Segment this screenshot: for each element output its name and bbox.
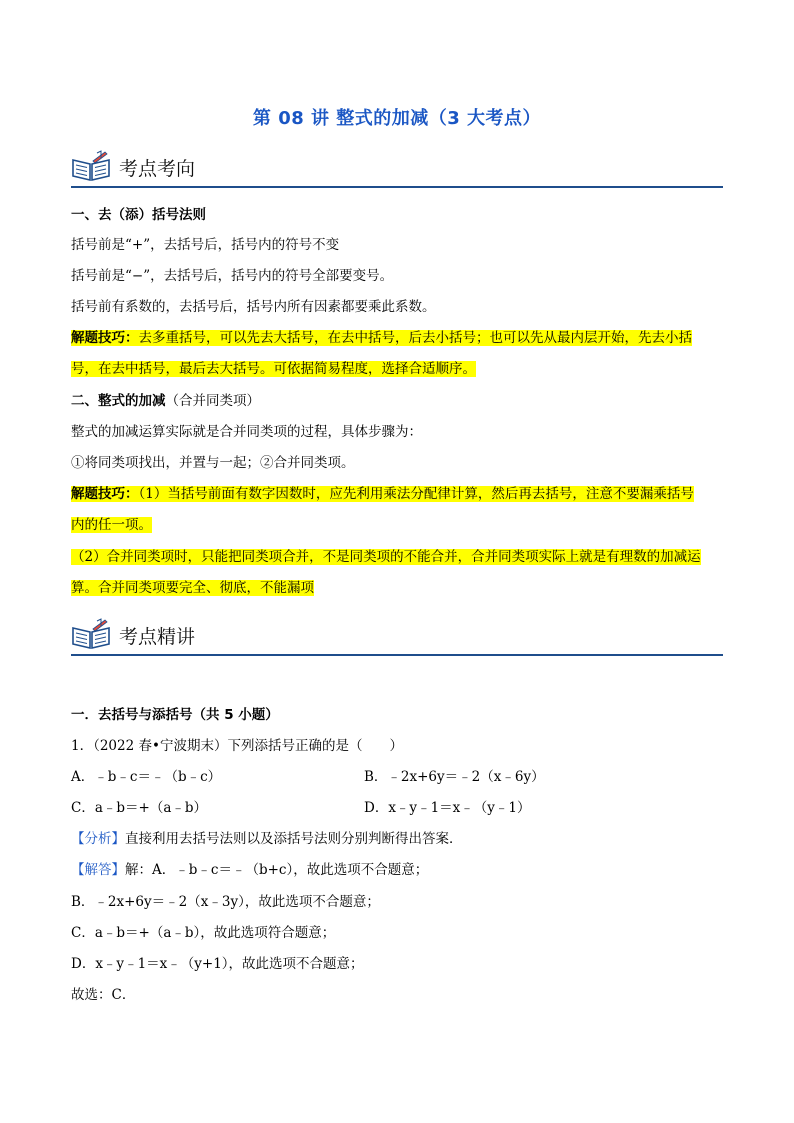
tip-line-4 xyxy=(71,578,727,598)
answer-conclusion: 故选：C． xyxy=(71,987,136,1003)
analysis-line xyxy=(71,829,727,849)
section-title: 考点精讲 xyxy=(119,626,196,648)
tip-text: 内的任一项。 xyxy=(71,517,152,533)
section-divider xyxy=(71,654,723,656)
body-line-1: 整式的加减运算实际就是合并同类项的过程，具体步骤为： xyxy=(71,424,422,440)
answer-tag: 【解答】 xyxy=(71,862,125,878)
heading-bold: 二、整式的加减 xyxy=(71,393,166,409)
heading-polynomial-add-sub xyxy=(71,391,727,411)
tip-text: （2）合并同类项时，只能把同类项合并，不是同类项的不能合并，合并同类项实际上就是有理数的加减运 xyxy=(71,549,701,565)
tip-text: 号，在去中括号，最后去大括号。可依据简易程度，选择合适顺序。 xyxy=(71,361,476,377)
analysis-tag: 【分析】 xyxy=(71,831,125,847)
answer-line-b: B．﹣2x+6y＝﹣2（x﹣3y），故此选项不合题意； xyxy=(71,894,380,910)
tip-text: （1）当括号前面有数字因数时，应先利用乘法分配律计算，然后再去括号，注意不要漏乘括号 xyxy=(138,486,694,502)
tip-line-1 xyxy=(71,484,727,504)
heading-brackets-questions: 一．去括号与添括号（共 5 小题） xyxy=(71,707,279,723)
section-header-kaodian-kaoxiang xyxy=(71,148,723,188)
question-1: 1．（2022 春•宁波期末）下列添括号正确的是（ ） xyxy=(71,738,403,754)
body-line-2: ①将同类项找出，并置与一起；②合并同类项。 xyxy=(71,455,355,471)
section-header-kaodian-jingjiang xyxy=(71,616,723,656)
open-book-icon xyxy=(71,150,111,182)
option-d: D．x﹣y﹣1＝x﹣（y﹣1） xyxy=(364,800,531,816)
tip-text: 去多重括号，可以先去大括号，在去中括号，后去小括号；也可以先从最内层开始，先去小括 xyxy=(138,330,692,346)
rule-line-2: 括号前是“−”，去括号后，括号内的符号全部要变号。 xyxy=(71,268,394,284)
option-c: C．a﹣b＝+（a﹣b） xyxy=(71,800,208,816)
tip-label: 解题技巧： xyxy=(71,486,139,502)
rule-line-1: 括号前是“+”，去括号后，括号内的符号不变 xyxy=(71,237,340,253)
answer-text: 解：A．﹣b﹣c＝﹣（b+c），故此选项不合题意； xyxy=(125,862,429,878)
option-b: B．﹣2x+6y＝﹣2（x﹣6y） xyxy=(364,769,545,785)
page-title: 第 08 讲 整式的加减（3 大考点） xyxy=(252,108,542,129)
tip-line-2 xyxy=(71,359,727,379)
answer-line-d: D．x﹣y﹣1＝x﹣（y+1），故此选项不合题意； xyxy=(71,956,364,972)
open-book-icon xyxy=(71,618,111,650)
heading-remove-brackets: 一、去（添）括号法则 xyxy=(71,207,206,223)
tip-line-3 xyxy=(71,547,727,567)
heading-rest: （合并同类项） xyxy=(165,393,260,409)
section-divider xyxy=(71,186,723,188)
answer-line-a xyxy=(71,860,727,880)
rule-line-3: 括号前有系数的，去括号后，括号内所有因素都要乘此系数。 xyxy=(71,299,436,315)
tip-text: 算。合并同类项要完全、彻底，不能漏项 xyxy=(71,580,314,596)
option-a: A．﹣b﹣c＝﹣（b﹣c） xyxy=(71,769,222,785)
section-title: 考点考向 xyxy=(119,158,196,180)
answer-line-c: C．a﹣b＝+（a﹣b），故此选项符合题意； xyxy=(71,925,336,941)
tip-label: 解题技巧： xyxy=(71,330,139,346)
tip-line-2 xyxy=(71,515,727,535)
analysis-text: 直接利用去括号法则以及添括号法则分别判断得出答案． xyxy=(125,831,463,847)
tip-line-1 xyxy=(71,328,727,348)
